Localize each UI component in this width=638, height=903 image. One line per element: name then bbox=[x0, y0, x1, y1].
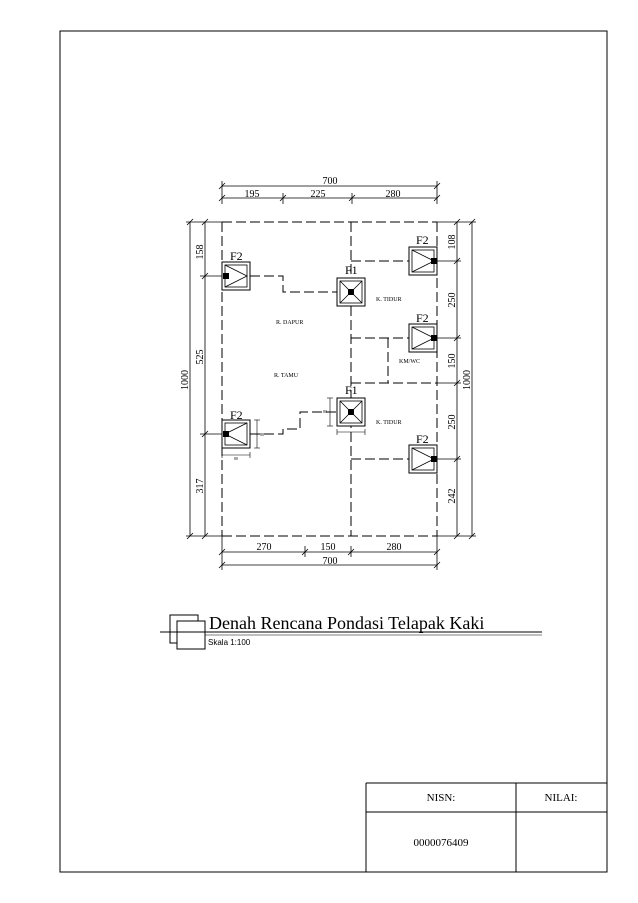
footing-f1-lower bbox=[337, 398, 365, 426]
dim-right-seg-2: 250 bbox=[447, 292, 458, 308]
room-r-dapur: R. DAPUR bbox=[276, 320, 304, 326]
dim-left-seg-3: 317 bbox=[195, 478, 206, 494]
dim-top-seg-3: 280 bbox=[385, 189, 401, 200]
footing-f2-left-upper bbox=[222, 262, 250, 290]
label-f2-right-middle: F2 bbox=[416, 311, 429, 325]
dim-right-seg-3: 150 bbox=[447, 353, 458, 369]
foundation-dashed-lines bbox=[222, 222, 437, 536]
footing-f2-left-lower bbox=[222, 420, 250, 448]
label-f1-upper: F1 bbox=[345, 263, 358, 277]
sheet-border bbox=[60, 31, 607, 872]
dim-top-seg-2: 225 bbox=[310, 189, 326, 200]
f2-detail-mark-b: 80 bbox=[260, 432, 264, 437]
dim-bottom-total: 700 bbox=[322, 556, 338, 567]
dim-bottom-seg-1: 270 bbox=[256, 542, 272, 553]
label-f2-right-top: F2 bbox=[416, 233, 429, 247]
label-f2-left-lower: F2 bbox=[230, 408, 243, 422]
room-k-tidur-bottom: K. TIDUR bbox=[376, 420, 402, 426]
label-f1-lower: F1 bbox=[345, 383, 358, 397]
room-r-tamu: R. TAMU bbox=[274, 373, 299, 379]
drawing-scale: Skala 1:100 bbox=[208, 638, 251, 647]
room-km-wc: KM/WC bbox=[399, 359, 420, 365]
nilai-label: NILAI: bbox=[544, 792, 578, 804]
room-k-tidur-top: K. TIDUR bbox=[376, 297, 402, 303]
dim-bottom-seg-2: 150 bbox=[320, 542, 336, 553]
drawing-title: Denah Rencana Pondasi Telapak Kaki bbox=[209, 613, 485, 633]
footing-f1-upper bbox=[337, 278, 365, 306]
label-f2-right-bottom: F2 bbox=[416, 432, 429, 446]
nisn-value: 0000076409 bbox=[413, 837, 469, 849]
dim-left-seg-2: 525 bbox=[195, 349, 206, 365]
f1-detail-mark-a: 80 bbox=[323, 409, 327, 414]
dim-right-seg-5: 242 bbox=[447, 488, 458, 504]
dim-left-seg-1: 158 bbox=[195, 244, 206, 260]
label-f2-left-upper: F2 bbox=[230, 249, 243, 263]
dim-right-seg-4: 250 bbox=[447, 414, 458, 430]
dim-left-total: 1000 bbox=[180, 370, 191, 390]
dim-top-seg-1: 195 bbox=[244, 189, 260, 200]
footing-f2-right-top bbox=[409, 247, 437, 275]
dim-top-total: 700 bbox=[322, 176, 338, 187]
footing-f2-right-middle bbox=[409, 324, 437, 352]
dim-right-total: 1000 bbox=[462, 370, 473, 390]
dim-bottom-seg-3: 280 bbox=[386, 542, 402, 553]
dim-right-seg-1: 108 bbox=[447, 234, 458, 250]
nisn-label: NISN: bbox=[426, 792, 456, 804]
footing-f2-right-bottom bbox=[409, 445, 437, 473]
f2-detail-mark-c: 80 bbox=[234, 456, 238, 461]
